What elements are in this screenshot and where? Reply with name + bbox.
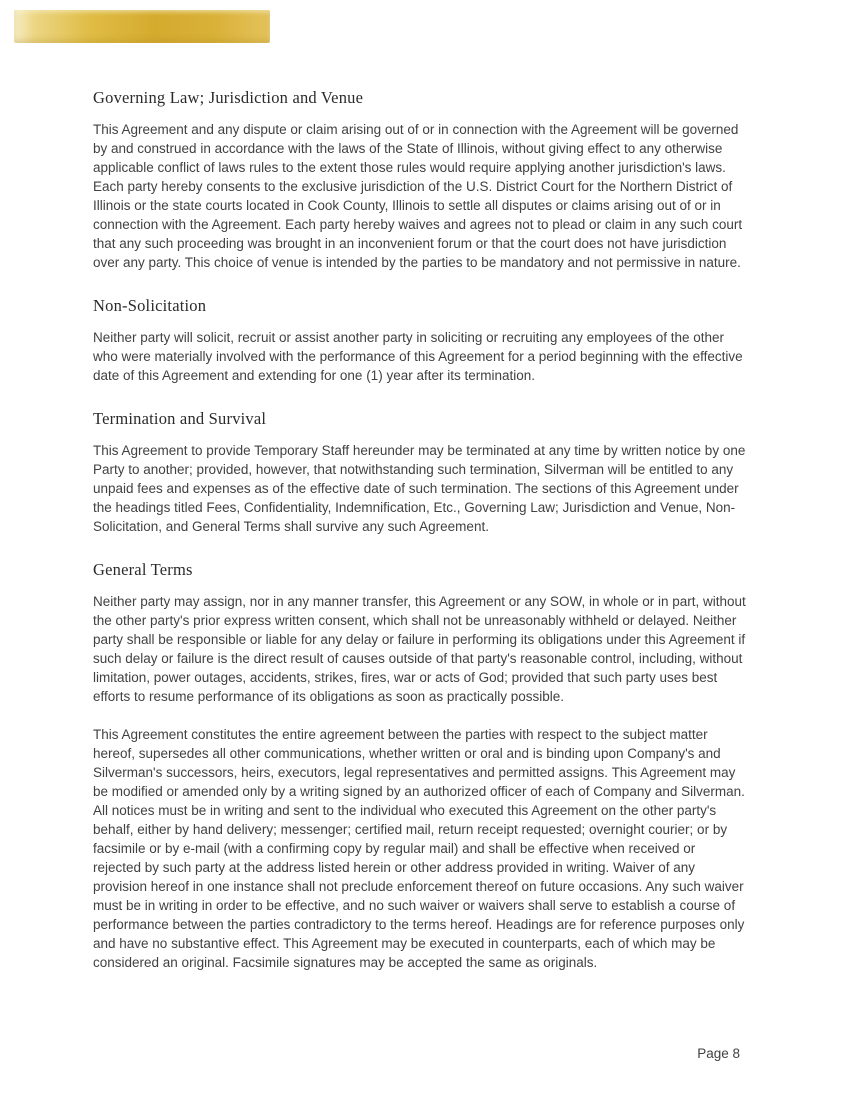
paragraph: This Agreement constitutes the entire agreement between the parties with respect to the subject matter hereof, supersedes all other communications, whether written or oral and is binding upon Company's and Silverman's successors, heirs, executors, legal representatives and permitted assigns. This Agreement may be modified or amended only by a writing signed by an authorized officer of each of Company and Silverman. All notices must be in writing and sent to the individual who executed this Agreement on the other party's behalf, either by hand delivery; messenger; certified mail, return receipt requested; overnight courier; or by facsimile or by e-mail (with a confirming copy by regular mail) and shall be effective when received or rejected by such party at the address listed herein or other address provided in writing. Waiver of any provision hereof in one instance shall not preclude enforcement thereof on future occasions. Any such waiver must be in writing in order to be effective, and no such waiver or waivers shall serve to establish a course of performance between the parties contradictory to the terms hereof. Headings are for reference purposes only and have no substantive effect. This Agreement may be executed in counterparts, each of which may be considered an original. Facsimile signatures may be accepted the same as originals. — [93, 727, 745, 970]
letterhead-gold-highlight-bar — [14, 10, 270, 43]
section-governing-law-jurisdiction-venue — [93, 88, 747, 272]
paragraph: This Agreement to provide Temporary Staff hereunder may be terminated at any time by written notice by one Party to another; provided, however, that notwithstanding such termination, Silverman will be entitled to any unpaid fees and expenses as of the effective date of such termination. The sections of this Agreement under the headings titled Fees, Confidentiality, Indemnification, Etc., Governing Law; Jurisdiction and Venue, Non-Solicitation, and General Terms shall survive any such Agreement. — [93, 443, 746, 534]
section-heading: Non-Solicitation — [93, 296, 207, 315]
section-general-terms — [93, 560, 747, 972]
paragraph: This Agreement and any dispute or claim arising out of or in connection with the Agreement will be governed by and construed in accordance with the laws of the State of Illinois, without giving effect to any otherwise applicable conflict of laws rules to the extent those rules would require applying another jurisdiction's laws. Each party hereby consents to the exclusive jurisdiction of the U.S. District Court for the Northern District of Illinois or the state courts located in Cook County, Illinois to settle all disputes or claims arising out of or in connection with the Agreement. Each party hereby waives and agrees not to plead or claim in any such court that any such proceeding was brought in an inconvenient forum or that the court does not have jurisdiction over any party. This choice of venue is intended by the parties to be mandatory and not permissive in nature. — [93, 122, 743, 270]
page-footer — [697, 1046, 740, 1061]
paragraph: Neither party will solicit, recruit or assist another party in soliciting or recruiting any employees of the other who were materially involved with the performance of this Agreement for a period beginning with the effective date of this Agreement and extending for one (1) year after its termination. — [93, 330, 743, 383]
section-heading: Termination and Survival — [93, 409, 267, 428]
section-heading: General Terms — [93, 560, 193, 579]
page-number: Page 8 — [697, 1046, 740, 1061]
section-termination-and-survival — [93, 409, 747, 536]
section-heading: Governing Law; Jurisdiction and Venue — [93, 88, 364, 107]
section-non-solicitation — [93, 296, 747, 385]
paragraph: Neither party may assign, nor in any manner transfer, this Agreement or any SOW, in whole or in part, without the other party's prior express written consent, which shall not be unreasonably withheld or delayed. Neither party shall be responsible or liable for any delay or failure in performing its obligations under this Agreement if such delay or failure is the direct result of causes outside of that party's reasonable control, including, without limitation, power outages, accidents, strikes, fires, war or acts of God; provided that such party uses best efforts to resume performance of its obligations as soon as practically possible. — [93, 594, 746, 704]
document-content — [93, 88, 747, 972]
